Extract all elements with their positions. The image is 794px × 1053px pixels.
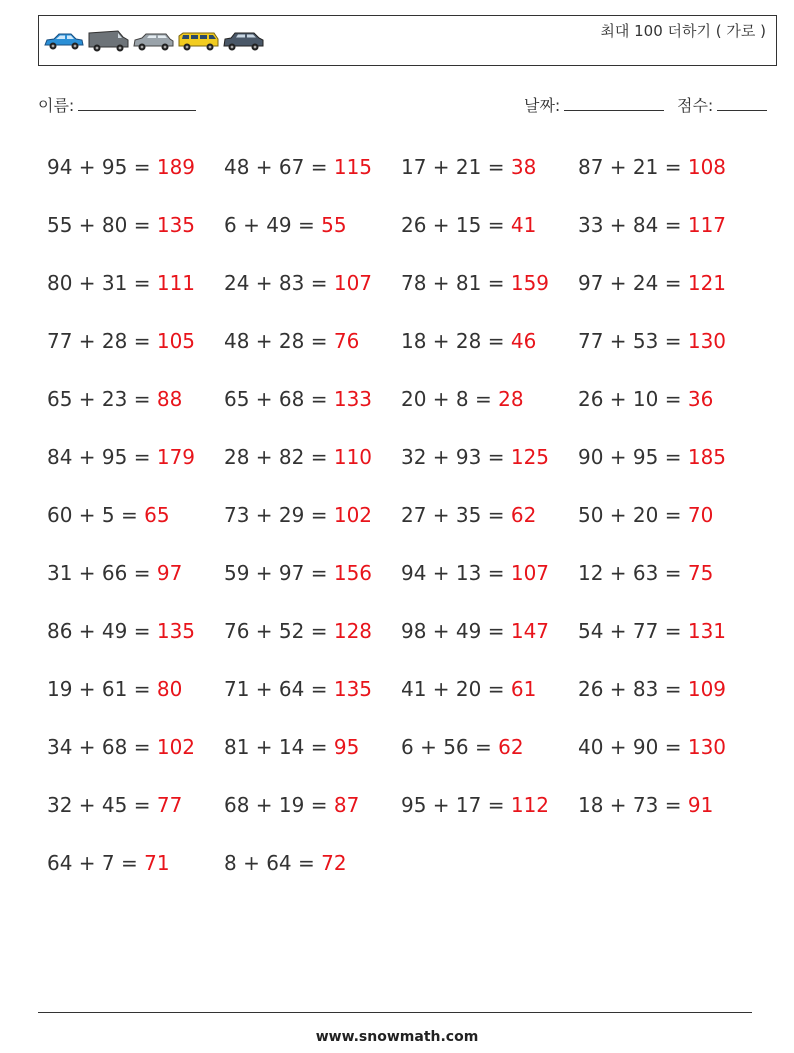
- problem-expression: 12 + 63 =: [578, 561, 688, 585]
- problem-expression: 33 + 84 =: [578, 213, 688, 237]
- problem-expression: 48 + 28 =: [224, 329, 334, 353]
- problem-answer: 38: [510, 155, 537, 179]
- problem-cell: [224, 793, 401, 817]
- problem-cell: [401, 445, 578, 469]
- problem-answer: 77: [156, 793, 183, 817]
- problem-answer: 133: [333, 387, 373, 411]
- problem-cell: [401, 155, 578, 179]
- problem-cell: [578, 271, 755, 295]
- problem-cell: [224, 503, 401, 527]
- footer-divider: [38, 1012, 752, 1013]
- yellow-minibus-icon: [177, 28, 220, 54]
- problem-expression: 98 + 49 =: [401, 619, 511, 643]
- problem-cell: [224, 735, 401, 759]
- problem-expression: 94 + 95 =: [47, 155, 157, 179]
- problem-expression: 40 + 90 =: [578, 735, 688, 759]
- problem-cell: [224, 561, 401, 585]
- name-field: [38, 93, 196, 116]
- problem-expression: 48 + 67 =: [224, 155, 334, 179]
- problem-cell: [224, 155, 401, 179]
- problem-cell: [47, 213, 224, 237]
- problem-answer: 76: [333, 329, 360, 353]
- problem-expression: 59 + 97 =: [224, 561, 334, 585]
- problem-answer: 70: [687, 503, 714, 527]
- problem-expression: 50 + 20 =: [578, 503, 688, 527]
- problem-cell: [401, 503, 578, 527]
- problem-answer: 107: [333, 271, 373, 295]
- problem-cell: [224, 677, 401, 701]
- problem-cell: [47, 677, 224, 701]
- problem-cell: [401, 329, 578, 353]
- problem-expression: 26 + 15 =: [401, 213, 511, 237]
- problem-answer: 65: [144, 503, 170, 527]
- footer-website: www.snowmath.com: [315, 1029, 479, 1045]
- problem-cell: [578, 155, 755, 179]
- problem-answer: 95: [333, 735, 360, 759]
- problem-expression: 84 + 95 =: [47, 445, 157, 469]
- problem-row: [47, 370, 755, 428]
- name-label: 이름:: [38, 96, 75, 115]
- problem-answer: 109: [687, 677, 727, 701]
- problem-cell: [401, 561, 578, 585]
- score-blank[interactable]: [717, 96, 767, 111]
- problem-expression: 32 + 45 =: [47, 793, 157, 817]
- problem-expression: 6 + 49 =: [224, 213, 322, 237]
- problem-answer: 128: [333, 619, 373, 643]
- problem-cell: [401, 793, 578, 817]
- problem-row: [47, 660, 755, 718]
- problem-answer: 189: [156, 155, 196, 179]
- problem-expression: 34 + 68 =: [47, 735, 157, 759]
- gray-van-icon: [87, 28, 130, 54]
- problem-answer: 71: [144, 851, 170, 875]
- problem-answer: 111: [156, 271, 196, 295]
- date-field: [524, 93, 664, 116]
- problem-cell: [578, 329, 755, 353]
- problem-cell: [578, 677, 755, 701]
- problem-answer: 135: [156, 619, 196, 643]
- problem-answer: 88: [156, 387, 183, 411]
- problem-answer: 131: [687, 619, 727, 643]
- problem-cell: [47, 329, 224, 353]
- problem-cell: [578, 561, 755, 585]
- problem-expression: 65 + 23 =: [47, 387, 157, 411]
- problem-expression: 68 + 19 =: [224, 793, 334, 817]
- problem-expression: 41 + 20 =: [401, 677, 511, 701]
- problem-expression: 26 + 83 =: [578, 677, 688, 701]
- problem-cell: [47, 387, 224, 411]
- problem-cell: [578, 793, 755, 817]
- problem-answer: 102: [333, 503, 373, 527]
- problem-expression: 80 + 31 =: [47, 271, 157, 295]
- problem-cell: [401, 677, 578, 701]
- problem-answer: 62: [510, 503, 537, 527]
- problem-row: [47, 486, 755, 544]
- problem-expression: 31 + 66 =: [47, 561, 157, 585]
- problem-row: [47, 196, 755, 254]
- problem-answer: 55: [321, 213, 347, 237]
- problem-cell: [224, 329, 401, 353]
- problem-expression: 17 + 21 =: [401, 155, 511, 179]
- problem-answer: 80: [156, 677, 183, 701]
- problem-expression: 8 + 64 =: [224, 851, 322, 875]
- problem-cell: [578, 445, 755, 469]
- problem-answer: 107: [510, 561, 550, 585]
- problem-row: [47, 254, 755, 312]
- problem-cell: [401, 735, 578, 759]
- problem-answer: 156: [333, 561, 373, 585]
- problem-cell: [47, 271, 224, 295]
- problem-cell: [224, 619, 401, 643]
- problem-cell: [578, 387, 755, 411]
- problem-answer: 61: [510, 677, 537, 701]
- problem-cell: [224, 271, 401, 295]
- problem-cell: [47, 793, 224, 817]
- problem-expression: 32 + 93 =: [401, 445, 511, 469]
- problem-cell: [578, 213, 755, 237]
- problem-cell: [401, 271, 578, 295]
- problem-expression: 55 + 80 =: [47, 213, 157, 237]
- problem-answer: 179: [156, 445, 196, 469]
- problem-row: [47, 428, 755, 486]
- problem-expression: 60 + 5 =: [47, 503, 145, 527]
- problem-answer: 112: [510, 793, 550, 817]
- problem-answer: 130: [687, 735, 727, 759]
- problem-expression: 71 + 64 =: [224, 677, 334, 701]
- problem-answer: 110: [333, 445, 373, 469]
- problem-answer: 117: [687, 213, 727, 237]
- problem-answer: 105: [156, 329, 196, 353]
- problem-answer: 130: [687, 329, 727, 353]
- gray-wagon-icon: [132, 28, 175, 54]
- problem-expression: 65 + 68 =: [224, 387, 334, 411]
- name-blank[interactable]: [78, 96, 196, 111]
- problem-answer: 159: [510, 271, 550, 295]
- problem-expression: 97 + 24 =: [578, 271, 688, 295]
- problem-row: [47, 138, 755, 196]
- problem-row: [47, 602, 755, 660]
- problem-answer: 75: [687, 561, 714, 585]
- problem-answer: 41: [510, 213, 537, 237]
- problem-expression: 54 + 77 =: [578, 619, 688, 643]
- problem-expression: 77 + 28 =: [47, 329, 157, 353]
- dark-suv-icon: [222, 28, 265, 54]
- problem-answer: 135: [156, 213, 196, 237]
- problem-row: [47, 312, 755, 370]
- date-blank[interactable]: [564, 96, 664, 111]
- problem-answer: 185: [687, 445, 727, 469]
- problem-expression: 77 + 53 =: [578, 329, 688, 353]
- worksheet-header: [38, 15, 777, 66]
- problem-cell: [578, 503, 755, 527]
- problem-cell: [401, 213, 578, 237]
- problem-row: [47, 544, 755, 602]
- date-label: 날짜:: [524, 96, 561, 115]
- problem-cell: [578, 619, 755, 643]
- problem-expression: 19 + 61 =: [47, 677, 157, 701]
- problem-cell: [47, 561, 224, 585]
- problem-answer: 62: [498, 735, 524, 759]
- problem-expression: 27 + 35 =: [401, 503, 511, 527]
- problem-expression: 86 + 49 =: [47, 619, 157, 643]
- worksheet-title: 최대 100 더하기 ( 가로 ): [600, 22, 766, 40]
- problem-cell: [47, 445, 224, 469]
- problem-expression: 26 + 10 =: [578, 387, 688, 411]
- problem-cell: [47, 503, 224, 527]
- problem-expression: 94 + 13 =: [401, 561, 511, 585]
- problem-expression: 24 + 83 =: [224, 271, 334, 295]
- problem-expression: 78 + 81 =: [401, 271, 511, 295]
- problem-row: [47, 834, 755, 892]
- problem-expression: 95 + 17 =: [401, 793, 511, 817]
- problem-answer: 36: [687, 387, 714, 411]
- problem-cell: [224, 851, 401, 875]
- problem-cell: [224, 445, 401, 469]
- score-field: [677, 93, 767, 116]
- problem-answer: 115: [333, 155, 373, 179]
- blue-car-icon: [42, 28, 85, 54]
- problem-row: [47, 718, 755, 776]
- problem-cell: [47, 735, 224, 759]
- problem-answer: 108: [687, 155, 727, 179]
- problem-expression: 81 + 14 =: [224, 735, 334, 759]
- problem-expression: 18 + 73 =: [578, 793, 688, 817]
- problem-cell: [401, 619, 578, 643]
- score-label: 점수:: [677, 96, 714, 115]
- problem-grid: [47, 138, 755, 892]
- problem-expression: 87 + 21 =: [578, 155, 688, 179]
- problem-expression: 18 + 28 =: [401, 329, 511, 353]
- problem-expression: 20 + 8 =: [401, 387, 499, 411]
- problem-expression: 90 + 95 =: [578, 445, 688, 469]
- problem-expression: 73 + 29 =: [224, 503, 334, 527]
- problem-expression: 76 + 52 =: [224, 619, 334, 643]
- problem-answer: 125: [510, 445, 550, 469]
- problem-cell: [47, 851, 224, 875]
- problem-answer: 91: [687, 793, 714, 817]
- problem-answer: 147: [510, 619, 550, 643]
- problem-answer: 135: [333, 677, 373, 701]
- problem-answer: 102: [156, 735, 196, 759]
- vehicle-icons: [42, 28, 265, 54]
- problem-answer: 87: [333, 793, 360, 817]
- problem-cell: [224, 213, 401, 237]
- problem-expression: 64 + 7 =: [47, 851, 145, 875]
- problem-cell: [47, 619, 224, 643]
- problem-answer: 28: [498, 387, 524, 411]
- problem-answer: 121: [687, 271, 727, 295]
- problem-cell: [578, 735, 755, 759]
- problem-answer: 97: [156, 561, 183, 585]
- problem-cell: [224, 387, 401, 411]
- problem-row: [47, 776, 755, 834]
- problem-answer: 72: [321, 851, 347, 875]
- problem-cell: [401, 387, 578, 411]
- problem-expression: 28 + 82 =: [224, 445, 334, 469]
- problem-expression: 6 + 56 =: [401, 735, 499, 759]
- problem-answer: 46: [510, 329, 537, 353]
- problem-cell: [47, 155, 224, 179]
